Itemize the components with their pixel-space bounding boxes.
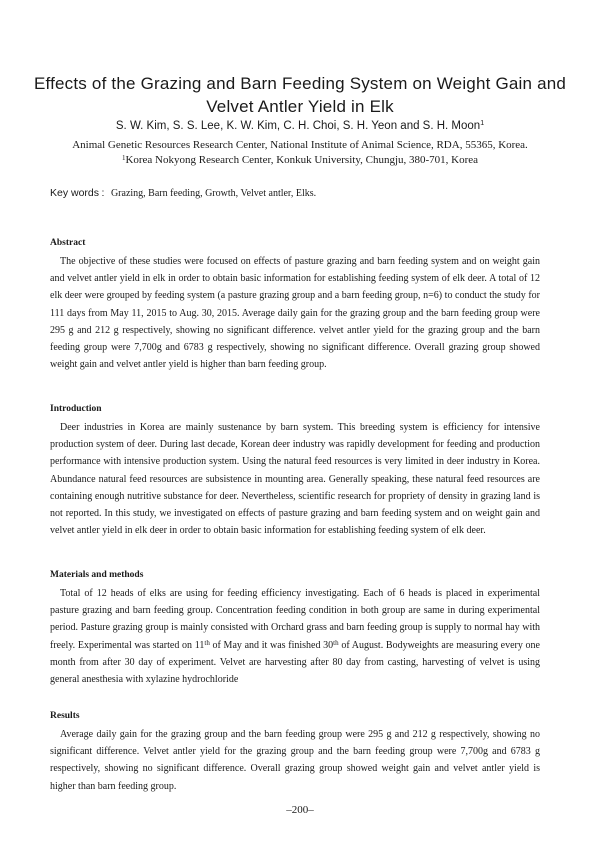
title-line-2: Velvet Antler Yield in Elk (206, 97, 394, 116)
affiliation-1: Animal Genetic Resources Research Center, National Institute of Animal Science, RDA, 55365, Korea. (72, 139, 528, 151)
results-text: Average daily gain for the grazing group and the barn feeding group were 295 g and 212 g respectively, showing no significant difference. Velvet antler yield for the grazing group and the barn feeding group were 7,700g and 6783 g respectively, showing no significant difference. Overall grazing group showed weight gain and velvet antler yield is higher than barn feeding group. (50, 729, 540, 792)
affiliation-2-marker: 1 (121, 154, 126, 162)
affiliation-2-text: Korea Nokyong Research Center, Konkuk University, Chungju, 380-701, Korea (125, 154, 479, 166)
methods-heading: Materials and methods (50, 570, 144, 580)
methods-text-part-1: Total of 12 heads of elks are using for feeding efficiency investigating. Each of 6 heads is placed in experimental pasture grazing and barn feeding group. Concentration feeding condition in both group are same in during experimental period. Pasture grazing group is mainly consisted with Orchard grass and barn feeding group is supply to normal hay with freely. Experimental was started on 11 (50, 588, 540, 651)
keywords-list: Grazing, Barn feeding, Growth, Velvet antler, Elks. (110, 188, 317, 199)
introduction-heading: Introduction (50, 404, 102, 414)
page-number: –200– (286, 804, 314, 816)
methods-text (50, 585, 540, 688)
affiliation-2 (30, 153, 570, 168)
title-line-1: Effects of the Grazing and Barn Feeding System on Weight Gain and (33, 74, 567, 93)
keywords-label: Key words (50, 187, 100, 199)
introduction-section (50, 402, 540, 539)
author-affiliation-marker: 1 (480, 120, 485, 127)
results-heading: Results (50, 711, 80, 721)
methods-section (50, 568, 540, 688)
results-section (50, 709, 540, 795)
author-names: S. W. Kim, S. S. Lee, K. W. Kim, C. H. Choi, S. H. Yeon and S. H. Moon (115, 120, 481, 132)
keywords (50, 187, 316, 199)
abstract-text: The objective of these studies were focused on effects of pasture grazing and barn feeding system and on weight gain and velvet antler yield in elk in order to obtain basic information for establishing feeding system of elk deer. A total of 12 elk deer were grouped by feeding system (a pasture grazing group and a barn feeding group, n=6) to conduct the study for 111 days from May 11, 2015 to Aug. 30, 2015. Average daily gain for the grazing group and the barn feeding group were 295 g and 212 g respectively, showing no significant difference. velvet antler yield for the grazing group and the barn feeding group were 7,700g and 6783 g respectively, showing no significant difference. Overall grazing group showed weight gain and velvet antler yield is higher than barn feeding group. (50, 256, 540, 371)
methods-text-part-3: of August. Bodyweights are measuring every one month from after 30 day of experiment. Velvet are harvesting after 80 day from casting, harvesting of velvet is using general anesthesia with xylazine hydrochloride (50, 639, 540, 686)
author-list (30, 118, 570, 134)
ordinal-suffix: th (333, 638, 339, 647)
introduction-text: Deer industries in Korea are mainly sustenance by barn system. This breeding system is efficiency for intensive production system of deer. During last decade, Korean deer industry was rapidly development for feeding and production performance with intensive production system. Using the natural feed resources is very limited in deer industry in Korea. Abundance natural feed resources are subsistence in mounting area. Generally speaking, these natural feed resources are containing enough nutritive substance for deer. Nevertheless, scientific research for propriety of density in grazing land is not reported. In this study, we investigated on effects of pasture grazing and barn feeding system and on weight gain and velvet antler yield in elk deer in order to obtain basic information for establishing feeding system of elk deer. (50, 422, 540, 537)
keywords-colon: : (101, 187, 105, 199)
abstract-section (50, 236, 540, 373)
ordinal-suffix: th (204, 638, 210, 647)
paper-title (30, 72, 570, 118)
methods-text-part-2: of May and it was finished 30 (209, 639, 334, 651)
abstract-heading: Abstract (50, 238, 86, 248)
